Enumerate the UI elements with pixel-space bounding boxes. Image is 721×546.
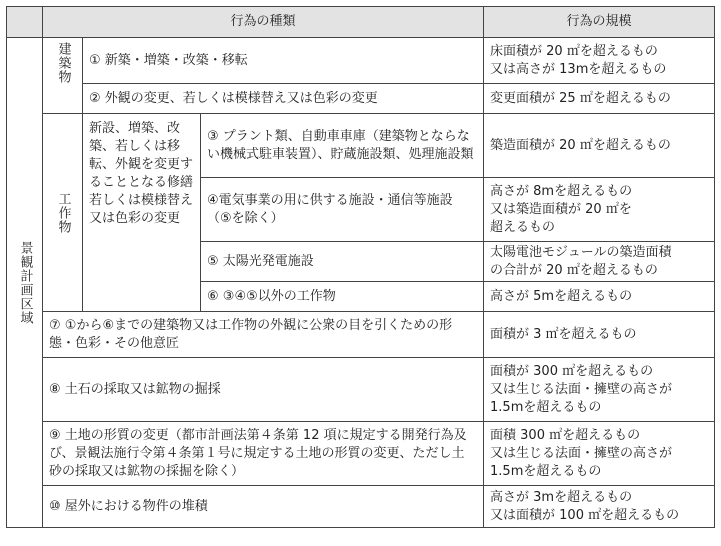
table-header-row [7,7,715,38]
building-type-1: ① 新築・増築・改築・移転 [83,38,484,84]
structure-label: 工作物 [55,191,71,234]
other-scale-9: 面積 300 ㎡を超えるもの 又は生じる法面・擁壁の高さが 1.5mを超えるもの [484,422,715,486]
area-label-cell [7,38,43,528]
table-row [7,38,715,84]
landscape-regulation-table [6,6,715,528]
table-row [7,84,715,114]
structure-type-3: ③ プラント類、自動車車庫（建築物とならない機械式駐車装置）、貯蔵施設類、処理施設類 [201,114,484,178]
other-type-7: ⑦ ①から⑥までの建築物又は工作物の外観に公衆の目を引くための形態・色彩・その他意匠 [43,312,484,358]
other-scale-8: 面積が 300 ㎡を超えるもの 又は生じる法面・擁壁の高さが 1.5mを超えるもの [484,358,715,422]
other-type-8: ⑧ 土石の採取又は鉱物の掘採 [43,358,484,422]
structure-scale-6: 高さが 5mを超えるもの [484,282,715,312]
structure-scale-4: 高さが 8mを超えるもの 又は築造面積が 20 ㎡を 超えるもの [484,178,715,242]
structure-scale-5: 太陽電池モジュールの築造面積 の合計が 20 ㎡を超えるもの [484,242,715,282]
table-row [7,114,715,178]
area-label: 景観計画区域 [17,240,33,325]
building-scale-2: 変更面積が 25 ㎡を超えるもの [484,84,715,114]
building-type-2: ② 外観の変更、若しくは模様替え又は色彩の変更 [83,84,484,114]
building-scale-1: 床面積が 20 ㎡を超えるもの 又は高さが 13mを超えるもの [484,38,715,84]
table-row [7,422,715,486]
header-scale: 行為の規模 [484,7,715,38]
structure-type-4: ④電気事業の用に供する施設・通信等施設（⑤を除く） [201,178,484,242]
table-row [7,486,715,528]
other-scale-10: 高さが 3mを超えるもの 又は面積が 100 ㎡を超えるもの [484,486,715,528]
structure-action: 新設、増築、改築、若しくは移転、外観を変更することとなる修繕若しくは模様替え又は色彩の変更 [83,114,201,312]
structure-label-cell [43,114,83,312]
other-scale-7: 面積が 3 ㎡を超えるもの [484,312,715,358]
building-label-cell [43,38,83,114]
structure-scale-3: 築造面積が 20 ㎡を超えるもの [484,114,715,178]
table-row [7,358,715,422]
other-type-9: ⑨ 土地の形質の変更（都市計画法第４条第 12 項に規定する開発行為及び、景観法施行令第４条第１号に規定する土地の形質の変更、ただし土砂の採取又は鉱物の採掘を除く） [43,422,484,486]
building-label: 建築物 [55,42,71,84]
structure-type-6: ⑥ ③④⑤以外の工作物 [201,282,484,312]
structure-type-5: ⑤ 太陽光発電施設 [201,242,484,282]
other-type-10: ⑩ 屋外における物件の堆積 [43,486,484,528]
header-blank-cell [7,7,43,38]
table-row [7,312,715,358]
header-type: 行為の種類 [43,7,484,38]
